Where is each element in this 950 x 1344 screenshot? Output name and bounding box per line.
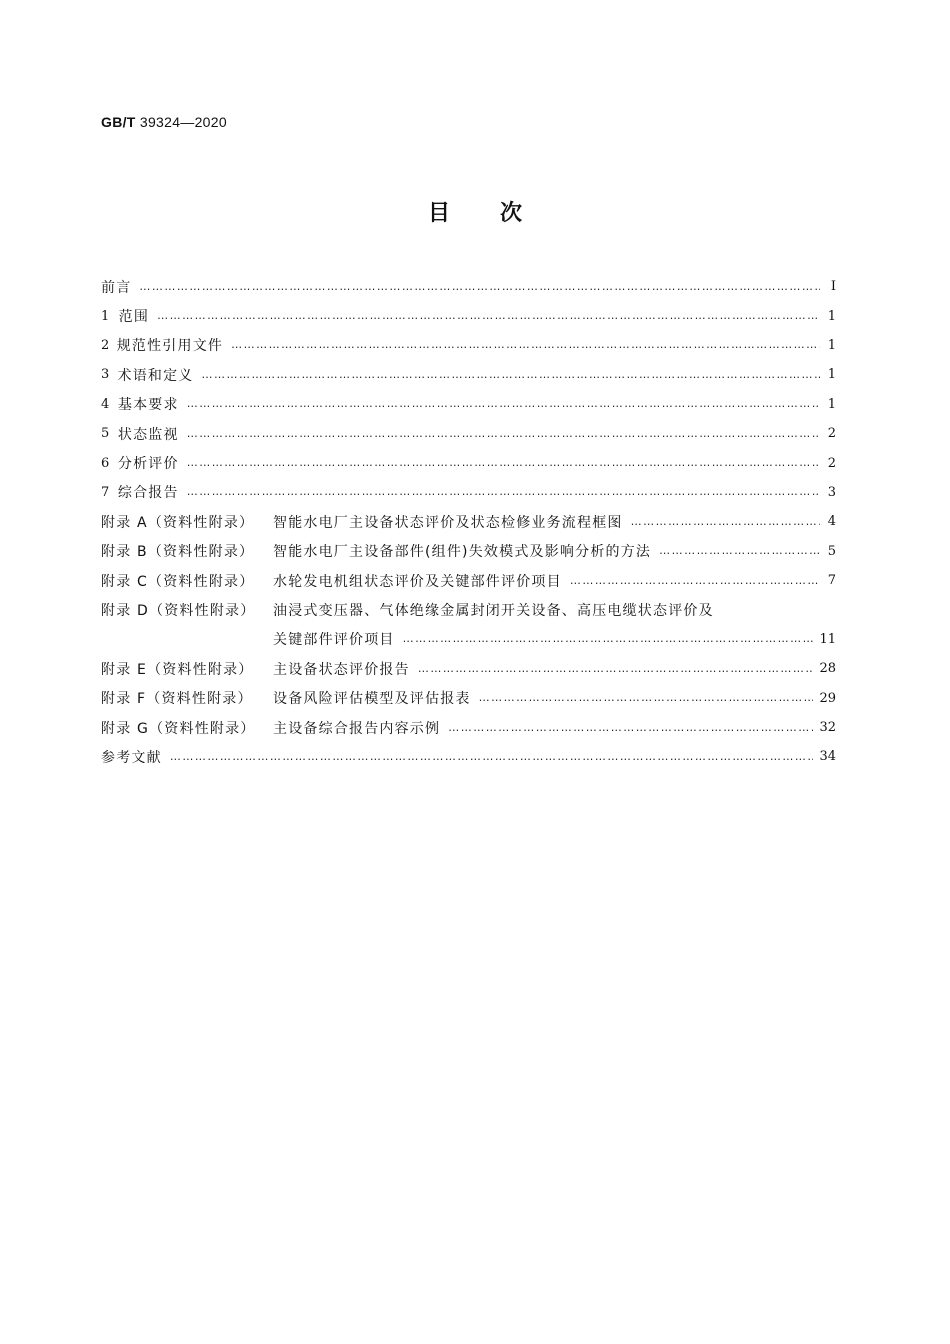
toc-entry-number: 6 [101, 455, 110, 471]
dot-leader [139, 279, 820, 295]
dot-leader [170, 749, 814, 765]
toc-entry-page: 28 [819, 661, 836, 677]
toc-entry-page: 1 [827, 396, 836, 412]
standard-prefix: GB/T [101, 114, 136, 130]
toc-entry-preface[interactable] [101, 272, 836, 301]
toc-entry-chapter-6[interactable] [101, 448, 836, 477]
toc-entry-appendix-g[interactable] [101, 713, 836, 742]
toc-entry-page: 4 [827, 514, 836, 530]
toc-entry-appendix-f[interactable] [101, 683, 836, 712]
standard-code [101, 114, 227, 130]
toc-entry-appendix-d[interactable] [101, 595, 836, 624]
toc-appendix-prefix: 附录 B（资料性附录） [101, 544, 255, 561]
toc-entry-page: 5 [827, 543, 836, 559]
dot-leader [403, 631, 814, 647]
toc-entry-chapter-2[interactable] [101, 331, 836, 360]
toc-entry-label: 水轮发电机组状态评价及关键部件评价项目 [273, 573, 562, 590]
toc-entry-references[interactable] [101, 742, 836, 771]
toc-entry-number: 7 [101, 484, 110, 500]
dot-leader [479, 690, 814, 706]
toc-entry-page: 34 [819, 749, 836, 765]
toc-entry-number: 4 [101, 396, 110, 412]
toc-entry-chapter-5[interactable] [101, 419, 836, 448]
dot-leader [157, 308, 820, 324]
toc-entry-page: Ⅰ [830, 279, 836, 295]
toc-entry-label: 规范性引用文件 [116, 338, 224, 355]
toc-appendix-prefix: 附录 A（资料性附录） [101, 514, 255, 531]
toc-entry-label: 智能水电厂主设备状态评价及状态检修业务流程框图 [273, 514, 623, 531]
toc-entry-appendix-d-continued[interactable] [101, 625, 836, 654]
toc-entry-label: 术语和定义 [117, 367, 194, 384]
dot-leader [187, 426, 820, 442]
toc-entry-label: 基本要求 [117, 397, 179, 414]
dot-leader [202, 367, 821, 383]
toc-entry-page: 2 [827, 426, 836, 442]
toc-entry-chapter-3[interactable] [101, 360, 836, 389]
page-title: 目次 [427, 201, 572, 226]
dot-leader [187, 396, 820, 412]
dot-leader [231, 337, 820, 353]
toc-entry-chapter-1[interactable] [101, 301, 836, 330]
dot-leader [448, 720, 813, 736]
table-of-contents [101, 272, 836, 772]
toc-appendix-prefix: 附录 E（资料性附录） [101, 661, 254, 678]
toc-entry-page: 11 [819, 631, 836, 647]
toc-entry-page: 7 [827, 573, 836, 589]
toc-appendix-prefix: 附录 F（资料性附录） [101, 691, 253, 708]
toc-entry-label: 前言 [101, 279, 132, 296]
toc-entry-number: 3 [101, 367, 110, 383]
toc-entry-page: 2 [827, 455, 836, 471]
dot-leader [187, 455, 820, 471]
toc-entry-label: 范围 [118, 309, 150, 326]
standard-number: 39324—2020 [139, 114, 227, 130]
toc-entry-number: 1 [101, 308, 110, 324]
toc-appendix-prefix: 附录 D（资料性附录） [101, 602, 256, 619]
toc-appendix-prefix: 附录 G（资料性附录） [101, 720, 256, 737]
toc-entry-appendix-e[interactable] [101, 654, 836, 683]
toc-entry-label: 设备风险评估模型及评估报表 [273, 691, 471, 708]
toc-entry-label: 主设备状态评价报告 [273, 661, 410, 678]
toc-entry-label: 主设备综合报告内容示例 [273, 720, 441, 737]
toc-entry-label: 油浸式变压器、气体绝缘金属封闭开关设备、高压电缆状态评价及 [273, 602, 714, 619]
toc-entry-chapter-7[interactable] [101, 478, 836, 507]
toc-entry-label: 参考文献 [101, 749, 162, 766]
toc-entry-appendix-c[interactable] [101, 566, 836, 595]
toc-entry-page: 29 [819, 690, 836, 706]
toc-entry-page: 3 [827, 484, 836, 500]
toc-entry-label-continued: 关键部件评价项目 [273, 632, 395, 649]
toc-entry-label: 智能水电厂主设备部件(组件)失效模式及影响分析的方法 [273, 544, 652, 561]
toc-entry-number: 2 [101, 337, 110, 353]
toc-appendix-prefix: 附录 C（资料性附录） [101, 573, 255, 590]
dot-leader [418, 661, 814, 677]
toc-entry-label: 状态监视 [117, 426, 179, 443]
toc-entry-label: 综合报告 [117, 485, 179, 502]
dot-leader [187, 484, 820, 500]
toc-entry-page: 32 [819, 720, 836, 736]
dot-leader [570, 573, 820, 589]
toc-entry-appendix-b[interactable] [101, 537, 836, 566]
dot-leader [631, 514, 820, 530]
toc-entry-label: 分析评价 [117, 456, 179, 473]
toc-entry-chapter-4[interactable] [101, 390, 836, 419]
toc-entry-appendix-a[interactable] [101, 507, 836, 536]
toc-entry-number: 5 [101, 426, 110, 442]
toc-entry-page: 1 [827, 337, 836, 353]
dot-leader [659, 543, 820, 559]
toc-entry-page: 1 [827, 308, 836, 324]
toc-entry-page: 1 [827, 367, 836, 383]
